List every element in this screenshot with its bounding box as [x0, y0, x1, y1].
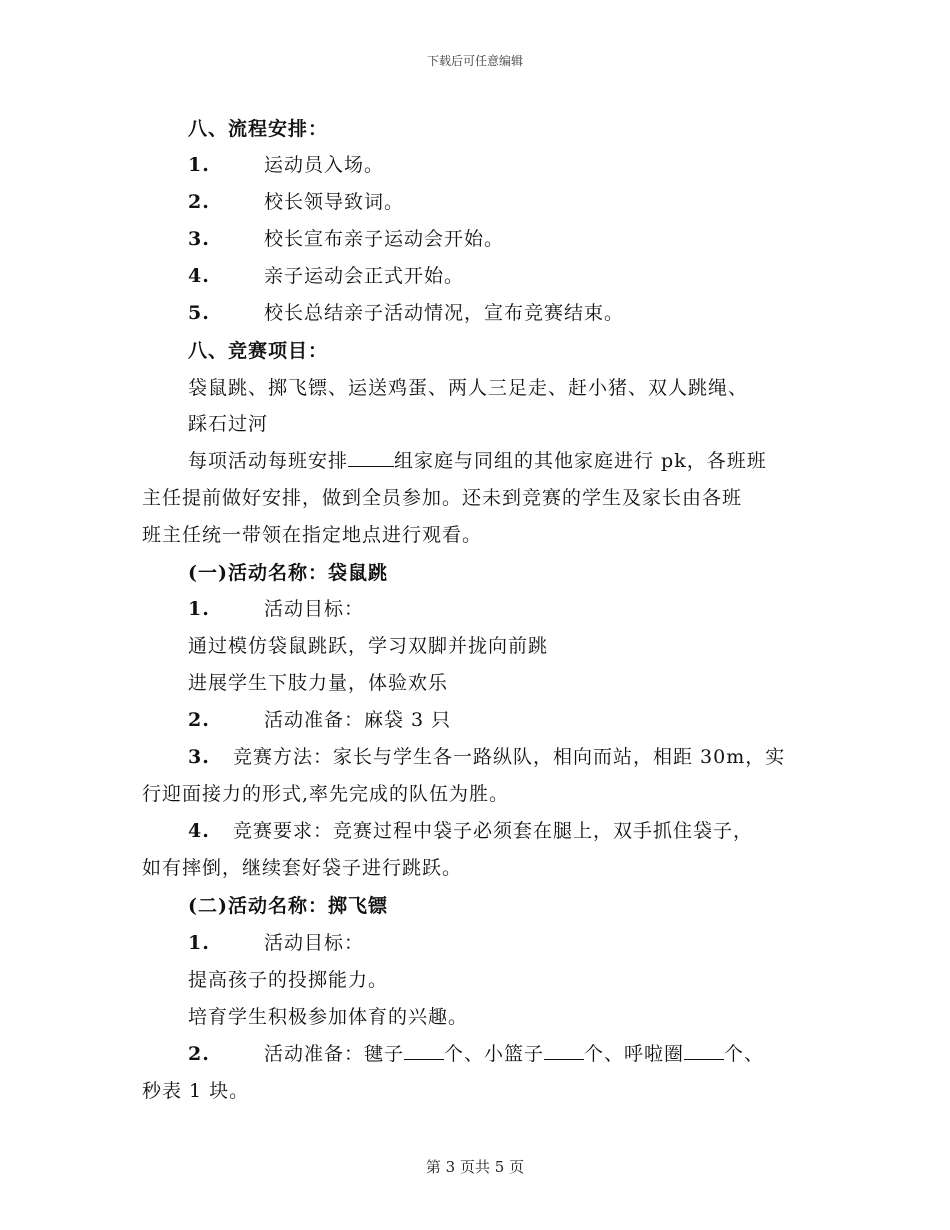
activity-title: (一)活动名称：袋鼠跳 — [188, 562, 388, 584]
list-number: 4. — [188, 820, 210, 842]
list-number: 2. — [188, 1043, 210, 1065]
fill-blank — [348, 448, 394, 467]
activity-prep — [188, 1041, 764, 1067]
paragraph-line: 主任提前做好安排，做到全员参加。还未到竞赛的学生及家长由各班 — [142, 487, 743, 509]
list-text: 校长总结亲子活动情况，宣布竞赛结束。 — [264, 302, 625, 324]
list-text: 个、 — [724, 1043, 765, 1065]
section-heading-events: 八、竞赛项目： — [188, 340, 329, 362]
list-item — [188, 300, 624, 326]
paragraph-line: 班主任统一带领在指定地点进行观看。 — [142, 524, 483, 546]
list-item — [188, 263, 464, 289]
prep-line: 秒表 1 块。 — [142, 1080, 250, 1102]
activity-prep — [188, 707, 451, 733]
goal-line: 培育学生积极参加体育的兴趣。 — [188, 1006, 469, 1028]
paragraph-line — [188, 448, 767, 474]
fill-blank — [684, 1041, 724, 1060]
activity-requirement — [188, 818, 753, 844]
page-footer: 第 3 页共 5 页 — [425, 1158, 525, 1176]
list-text: 亲子运动会正式开始。 — [264, 265, 465, 287]
paragraph-text: 组家庭与同组的其他家庭进行 pk，各班班 — [394, 450, 767, 472]
list-text: 活动目标： — [264, 932, 365, 954]
section-heading-process: 八、流程安排： — [188, 118, 329, 140]
list-item — [188, 189, 404, 215]
method-line: 行迎面接力的形式,率先完成的队伍为胜。 — [142, 783, 510, 805]
list-text: 竞赛方法：家长与学生各一路纵队，相向而站，相距 30m，实 — [233, 746, 786, 768]
list-text: 竞赛要求：竞赛过程中袋子必须套在腿上，双手抓住袋子， — [233, 820, 754, 842]
activity-method — [188, 744, 785, 770]
requirement-line: 如有摔倒，继续套好袋子进行跳跃。 — [142, 857, 463, 879]
list-text: 活动准备：麻袋 3 只 — [264, 709, 452, 731]
events-list-line: 踩石过河 — [188, 413, 269, 435]
page-header: 下载后可任意编辑 — [426, 54, 523, 68]
activity-goal — [188, 596, 364, 622]
activity-goal — [188, 930, 364, 956]
list-item — [188, 152, 384, 178]
list-text: 校长宣布亲子运动会开始。 — [264, 228, 505, 250]
list-text: 校长领导致词。 — [264, 191, 405, 213]
list-number: 2. — [188, 709, 210, 731]
list-number: 1. — [188, 154, 210, 176]
list-number: 2. — [188, 191, 210, 213]
goal-line: 提高孩子的投掷能力。 — [188, 969, 389, 991]
fill-blank — [544, 1041, 584, 1060]
list-number: 5. — [188, 302, 210, 324]
list-number: 4. — [188, 265, 210, 287]
list-item — [188, 226, 504, 252]
paragraph-text: 每项活动每班安排 — [188, 450, 349, 472]
goal-line: 进展学生下肢力量，体验欢乐 — [188, 672, 449, 694]
list-text: 活动准备：毽子 — [264, 1043, 405, 1065]
list-text: 运动员入场。 — [264, 154, 385, 176]
goal-line: 通过模仿袋鼠跳跃，学习双脚并拢向前跳 — [188, 635, 549, 657]
list-text: 个、呼啦圈 — [584, 1043, 685, 1065]
activity-title: (二)活动名称：掷飞镖 — [188, 895, 388, 917]
list-text: 活动目标： — [264, 598, 365, 620]
list-number: 1. — [188, 598, 210, 620]
list-number: 3. — [188, 746, 210, 768]
fill-blank — [404, 1041, 444, 1060]
list-number: 3. — [188, 228, 210, 250]
events-list-line: 袋鼠跳、掷飞镖、运送鸡蛋、两人三足走、赶小猪、双人跳绳、 — [188, 377, 749, 399]
list-text: 个、小篮子 — [444, 1043, 545, 1065]
list-number: 1. — [188, 932, 210, 954]
